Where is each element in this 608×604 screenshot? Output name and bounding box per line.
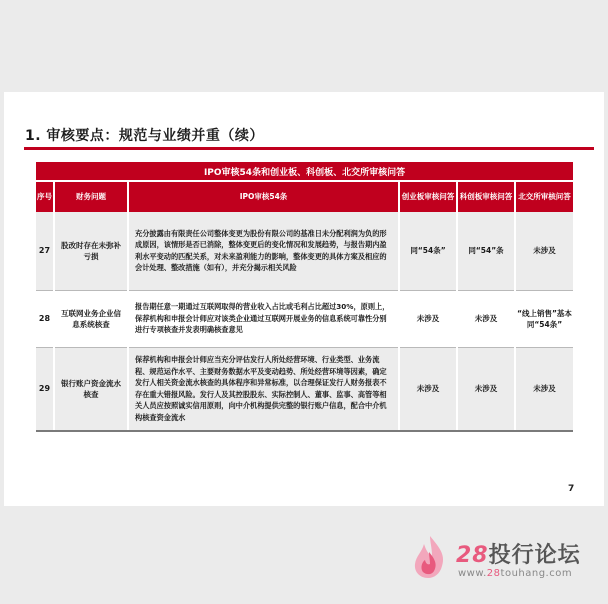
header-chuangye: 创业板审核问答	[399, 181, 457, 212]
row-chuangye: 未涉及	[399, 347, 457, 431]
row-kechuang: 未涉及	[457, 290, 515, 347]
slide-title: 1. 审核要点：规范与业绩并重（续）	[25, 128, 264, 144]
row-topic: 股改时存在未弥补亏损	[54, 212, 128, 290]
title-divider	[24, 147, 594, 150]
slide	[4, 92, 604, 506]
watermark-url-suffix: touhang.com	[500, 568, 573, 579]
row-chuangye: 同“54条”	[399, 212, 457, 290]
row-beijiao: “线上销售”基本同“54条”	[515, 290, 573, 347]
watermark-url	[458, 568, 572, 579]
page-number: 7	[568, 484, 575, 494]
row-kechuang: 同“54”条	[457, 212, 515, 290]
row-chuangye: 未涉及	[399, 290, 457, 347]
watermark-brand-text: 投行论坛	[488, 543, 581, 568]
row-topic: 互联网业务企业信息系统核查	[54, 290, 128, 347]
row-index: 27	[36, 212, 54, 290]
row-beijiao: 未涉及	[515, 347, 573, 431]
audit-table	[36, 162, 573, 432]
table-row	[36, 290, 573, 347]
row-kechuang: 未涉及	[457, 347, 515, 431]
row-description: 充分披露由有限责任公司整体变更为股份有限公司的基准日未分配利润为负的形成原因，该情形是否已消除，整体变更后的变化情况和发展趋势，与报告期内盈利水平变动的匹配关系，对未来盈利能力的影响，整体变更的具体方案及相应的会计处理、整改措施（如有），并充分揭示相关风险	[128, 212, 399, 290]
header-ipo54: IPO审核54条	[128, 181, 399, 212]
table-banner-row	[36, 162, 573, 181]
row-index: 28	[36, 290, 54, 347]
table-banner: IPO审核54条和创业板、科创板、北交所审核问答	[36, 162, 573, 181]
watermark	[412, 534, 592, 594]
row-topic: 银行账户资金流水核查	[54, 347, 128, 431]
watermark-brand-number: 28	[456, 543, 489, 568]
table-row	[36, 212, 573, 290]
flame-logo-icon	[412, 534, 448, 580]
table-header-row	[36, 181, 573, 212]
header-kechuang: 科创板审核问答	[457, 181, 515, 212]
header-beijiao: 北交所审核问答	[515, 181, 573, 212]
row-description: 报告期任意一期通过互联网取得的营业收入占比或毛利占比超过30%，原则上，保荐机构和申报会计师应对该类企业通过互联网开展业务的信息系统可靠性分别进行专项核查并发表明确核查意见	[128, 290, 399, 347]
watermark-url-prefix: www.	[458, 568, 487, 579]
row-description: 保荐机构和申报会计师应当充分评估发行人所处经营环境、行业类型、业务流程、规范运作水平、主要财务数据水平及变动趋势、所处经营环境等因素，确定发行人相关资金流水核查的具体程序和异常标准，以合理保证发行人财务报表不存在重大错报风险。发行人及其控股股东、实际控制人、董事、监事、高管等相关人员应按照诚实信用原则，向中介机构提供完整的银行账户信息，配合中介机构核查资金流水	[128, 347, 399, 431]
watermark-brand	[456, 538, 581, 569]
header-topic: 财务问题	[54, 181, 128, 212]
row-beijiao: 未涉及	[515, 212, 573, 290]
table-row	[36, 347, 573, 431]
watermark-url-number: 28	[486, 568, 501, 579]
header-index: 序号	[36, 181, 54, 212]
row-index: 29	[36, 347, 54, 431]
